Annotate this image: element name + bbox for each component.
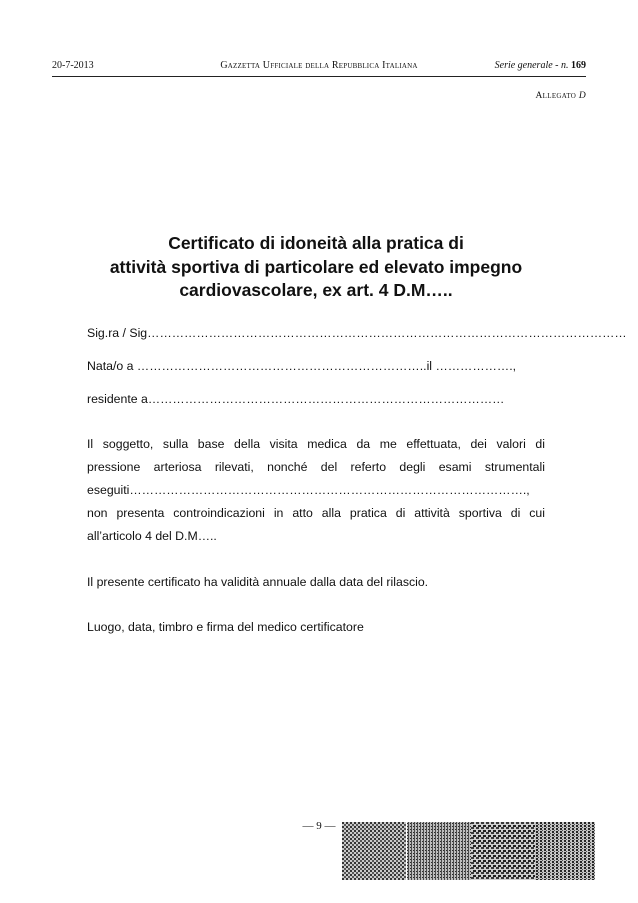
body-line-3: eseguiti……………………………………………………………………………………., [87, 483, 530, 497]
name-field: Sig.ra / Sig……………………………………………………………………………………………………… [87, 326, 627, 340]
attachment-word: Allegato [535, 91, 579, 101]
validity-statement: Il presente certificato ha validità annuale dalla data del rilascio. [87, 575, 429, 589]
series-info [495, 60, 586, 71]
series-number: 169 [571, 60, 586, 71]
body-line-1: Il soggetto, sulla base della visita medica da me effettuata, dei valori di [87, 437, 545, 451]
attachment-label [536, 91, 586, 101]
title-line-2: attività sportiva di particolare ed elevato impegno [109, 256, 523, 277]
title-line-3: cardiovascolare, ex art. 4 D.M….. [179, 280, 453, 300]
residence-field: residente a…………………………………………………………………………… [87, 392, 505, 406]
publication-title: Gazzetta Ufficiale della Repubblica Italiana [220, 60, 418, 71]
birth-field: Nata/o a ……………………………………………………………..il ………………., [87, 359, 517, 373]
body-line-2: pressione arteriosa rilevati, nonché del referto degli esami strumentali [87, 460, 545, 474]
attachment-letter: D [578, 91, 586, 101]
page-header [52, 60, 586, 76]
title-line-1: Certificato di idoneità alla pratica di [168, 233, 464, 253]
header-rule [52, 76, 586, 77]
issue-date: 20-7-2013 [52, 60, 94, 71]
signature-line: Luogo, data, timbro e firma del medico certificatore [87, 620, 364, 634]
body-line-4: non presenta controindicazioni in atto alla pratica di attività sportiva di cui [87, 506, 545, 520]
body-line-5: all’articolo 4 del D.M….. [87, 529, 217, 543]
print-code-block-4 [535, 822, 595, 880]
certificate-title [87, 232, 545, 303]
print-code-block-2 [407, 822, 471, 880]
page-number: — 9 — [302, 820, 336, 832]
print-code-block-1 [342, 822, 406, 880]
print-code-block-3 [471, 822, 535, 880]
series-label: Serie generale - n. [494, 60, 571, 71]
